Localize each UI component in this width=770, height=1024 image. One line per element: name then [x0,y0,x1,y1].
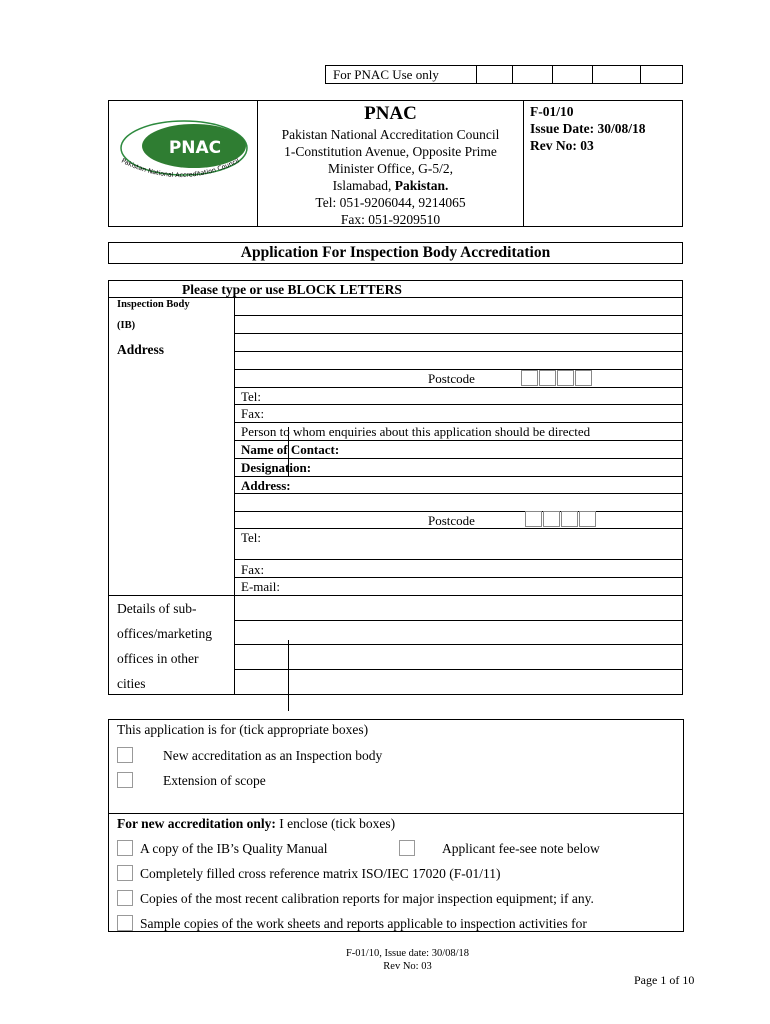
sample-copies-label: Sample copies of the work sheets and reports applicable to inspection activities for [140,916,587,931]
calibration-reports-label: Copies of the most recent calibration reports for major inspection equipment; if any. [140,891,594,906]
cross-reference-checkbox[interactable] [117,865,133,881]
contact-fax-field[interactable]: Fax: [241,562,265,577]
ib-name-field[interactable] [235,298,682,314]
footer-doc-info: F-01/10, Issue date: 30/08/18 Rev No: 03 [345,948,470,972]
quality-manual-label: A copy of the IB’s Quality Manual [140,841,328,856]
address-city-line: Islamabad, Pakistan. [332,178,449,193]
postcode-cell[interactable] [575,370,592,386]
postcode-cell-2[interactable] [543,511,560,527]
calibration-reports-checkbox[interactable] [117,890,133,906]
sample-copies-checkbox[interactable] [117,915,133,931]
address-line-2: Minister Office, G-5/2, [328,161,453,176]
contact-email-field[interactable]: E-mail: [241,579,280,594]
sub-offices-field[interactable] [235,596,682,694]
logo-text: PNAC [168,138,222,158]
issue-date: Issue Date: 30/08/18 [530,121,646,136]
page-title: Application For Inspection Body Accreditation [240,244,551,261]
contact-name-field[interactable]: Name of Contact: [241,442,340,457]
fax-field[interactable]: Fax: [241,406,265,421]
postcode-label: Postcode [428,371,475,386]
org-tel: Tel: 051-9206044, 9214065 [315,195,466,210]
applicant-fee-checkbox[interactable] [399,840,415,856]
postcode-cell-2[interactable] [525,511,542,527]
ib-address-field[interactable] [235,316,682,368]
postcode-cell-2[interactable] [579,511,596,527]
applicant-fee-label: Applicant fee-see note below [442,841,600,856]
org-fax: Fax: 051-9209510 [340,212,441,227]
org-name: Pakistan National Accreditation Council [281,127,500,142]
org-block [258,102,523,228]
postcode-label-2: Postcode [428,513,475,528]
contact-address-field[interactable]: Address: [241,478,291,493]
postcode-cell-2[interactable] [561,511,578,527]
block-letters-note: Please type or use BLOCK LETTERS [182,282,402,297]
page-number: Page 1 of 10 [634,973,695,987]
extension-scope-checkbox[interactable] [117,772,133,788]
tel-field[interactable]: Tel: [241,389,262,404]
new-accreditation-checkbox[interactable] [117,747,133,763]
application-intro: This application is for (tick appropriate boxes) [117,722,369,737]
postcode-cell[interactable] [521,370,538,386]
new-accreditation-label: New accreditation as an Inspection body [163,748,383,763]
pnac-use-label: For PNAC Use only [333,67,439,82]
sub-offices-label: Details of sub- offices/marketing offices in other cities [117,601,212,691]
logo-ring-text: Pakistan National Accreditation Council [120,157,241,180]
postcode-cell[interactable] [539,370,556,386]
ib-abbrev-label: (IB) [117,320,136,331]
address-label: Address [117,342,165,357]
rev-number: Rev No: 03 [530,138,594,153]
pnac-logo [115,118,253,190]
address-line-1: 1-Constitution Avenue, Opposite Prime [284,144,497,159]
ib-label: Inspection Body [117,299,190,310]
extension-scope-label: Extension of scope [163,773,266,788]
person-note: Person to whom enquiries about this application should be directed [241,424,591,439]
doc-meta [530,103,646,154]
cross-reference-label: Completely filled cross reference matrix ISO/IEC 17020 (F-01/11) [140,866,501,881]
contact-designation-field[interactable]: Designation: [241,460,312,475]
contact-tel-field[interactable]: Tel: [241,530,262,545]
enclose-heading: For new accreditation only: I enclose (tick boxes) [117,816,396,831]
postcode-cell[interactable] [557,370,574,386]
org-short: PNAC [364,103,417,124]
form-number: F-01/10 [530,104,574,119]
quality-manual-checkbox[interactable] [117,840,133,856]
